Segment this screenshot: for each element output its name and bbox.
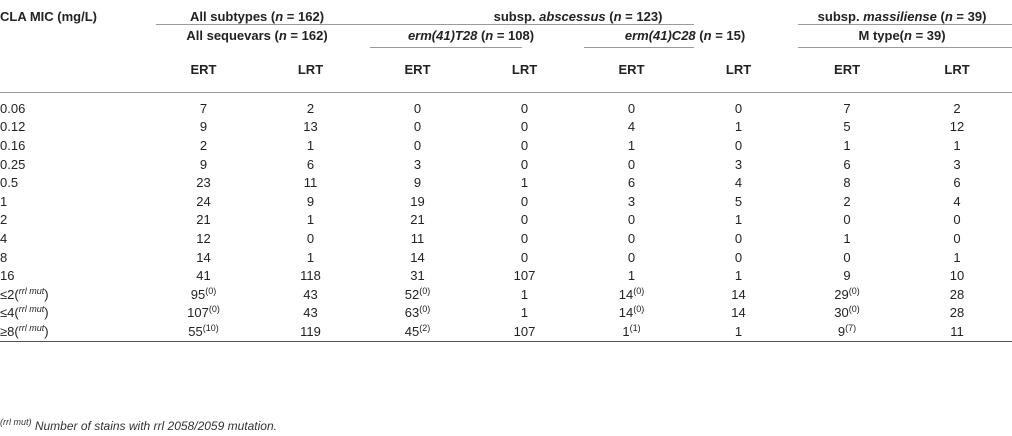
group-rule-massiliense <box>798 24 1012 25</box>
table-cell: 5 <box>843 119 851 135</box>
subgroup-rule-t28 <box>370 47 522 48</box>
table-cell: 2 <box>843 193 851 209</box>
subgroup-m-type: M type(n = 39) <box>858 28 946 43</box>
table-cell: 0 <box>843 249 851 265</box>
col-label-blank <box>0 47 150 93</box>
table-cell: 0 <box>520 156 529 172</box>
table-cell: 63$^{(0)}$ <box>404 304 431 321</box>
table-cell: 24 <box>196 193 211 209</box>
table-cell: 1 <box>306 137 315 153</box>
table-cell: 107 <box>471 322 578 341</box>
table-cell: 41 <box>196 268 211 284</box>
table-cell: 43 <box>303 305 318 321</box>
table-cell: 9 <box>199 156 208 172</box>
table-cell: 1 <box>953 137 961 153</box>
col-label: ERT <box>190 62 217 77</box>
mic-value: 0.12 <box>0 119 26 135</box>
table-cell: 1 <box>306 212 315 228</box>
table-cell: 6 <box>953 175 961 191</box>
table-cell: 1 <box>734 268 743 284</box>
table-cell: 0 <box>627 100 636 116</box>
table-row <box>0 211 1012 230</box>
table-cell: 0 <box>413 100 422 116</box>
table-cell: 11 <box>410 230 425 246</box>
row-header-label: CLA MIC (mg/L) <box>0 9 97 24</box>
table-cell: 4 <box>734 175 743 191</box>
table-cell: 0 <box>734 100 743 116</box>
subgroup-blank <box>0 24 150 47</box>
summary-row <box>0 304 1012 323</box>
mic-value: 0.06 <box>0 100 26 116</box>
table-cell: 2 <box>953 100 961 116</box>
col-label: LRT <box>511 62 538 77</box>
table-cell: 1 <box>520 305 529 321</box>
table-cell: 6 <box>843 156 851 172</box>
table-cell: 9 <box>306 193 315 209</box>
table-cell: 11 <box>902 322 1012 341</box>
table-cell: 0 <box>520 212 529 228</box>
table-cell: 0 <box>413 137 422 153</box>
table-cell: 1$^{(1)}$ <box>578 322 685 341</box>
table-cell: 0 <box>953 212 961 228</box>
mic-value: 1 <box>0 193 8 209</box>
table-cell: 4 <box>627 119 636 135</box>
table-cell: 0 <box>520 119 529 135</box>
table-cell: 0 <box>843 212 851 228</box>
table-cell: 14 <box>410 249 425 265</box>
table-cell: 0 <box>520 249 529 265</box>
table-cell: 19 <box>410 193 425 209</box>
table-cell: 0 <box>627 156 636 172</box>
table-cell: 0 <box>734 249 743 265</box>
mic-summary-label: ≤2($^{rrl mut}$) <box>0 285 49 302</box>
table-cell: 14 <box>731 286 746 302</box>
table-cell: 14 <box>196 249 211 265</box>
mic-value: 4 <box>0 230 8 246</box>
table-cell: 1 <box>627 268 636 284</box>
table-cell: 43 <box>303 286 318 302</box>
table-cell: 1 <box>734 119 743 135</box>
table-cell: 6 <box>306 156 315 172</box>
table-cell: 7 <box>199 100 208 116</box>
group-header-massiliense: subsp. massiliense (n = 39) <box>817 9 987 24</box>
table-cell: 0 <box>520 193 529 209</box>
table-cell: 2 <box>199 137 208 153</box>
table-cell: 0 <box>734 137 743 153</box>
table-cell: 8 <box>843 175 851 191</box>
mic-value: 0.5 <box>0 175 19 191</box>
subgroup-erm41-c28: erm(41)C28 (n = 15) <box>624 28 746 43</box>
group-header-all: All subtypes (n = 162) <box>189 9 325 24</box>
col-label: LRT <box>944 62 970 77</box>
table-cell: 9 <box>843 268 851 284</box>
table-cell: 21 <box>196 212 211 228</box>
table-cell: 9 <box>413 175 422 191</box>
table-cell: 14$^{(0)}$ <box>618 285 645 302</box>
mic-summary-label: ≤4($^{rrl mut}$) <box>0 304 49 321</box>
table-cell: 107 <box>513 268 536 284</box>
subgroup-all-sequevars: All sequevars (n = 162) <box>186 28 328 43</box>
summary-row <box>0 285 1012 304</box>
table-cell: 5 <box>734 193 743 209</box>
col-label: LRT <box>297 62 324 77</box>
table-row <box>0 192 1012 211</box>
table-cell: 1 <box>953 249 961 265</box>
table-cell: 0 <box>627 249 636 265</box>
table-cell: 4 <box>953 193 961 209</box>
table-row <box>0 93 1012 118</box>
table-cell: 9 <box>199 119 208 135</box>
table-cell: 6 <box>627 175 636 191</box>
footnote: $^{(rrl mut)}$ Number of stains with rrl 2058/2059 mutation. <box>0 417 277 433</box>
table-cell: 118 <box>300 268 321 284</box>
table-cell: 1 <box>627 137 636 153</box>
subgroup-rule-c28 <box>584 47 694 48</box>
table-cell: 7 <box>843 100 851 116</box>
table-cell: 0 <box>520 137 529 153</box>
table-cell: 11 <box>303 175 318 191</box>
col-label: ERT <box>618 62 645 77</box>
summary-row <box>0 322 1012 341</box>
table-row <box>0 155 1012 174</box>
table-cell: 0 <box>627 230 636 246</box>
col-label: ERT <box>834 62 861 77</box>
mic-summary-label: ≥8($^{rrl mut}$) <box>0 322 150 341</box>
table-cell: 1 <box>306 249 315 265</box>
table-cell: 12 <box>949 119 965 135</box>
mic-value: 0.25 <box>0 156 26 172</box>
table-cell: 1 <box>520 175 529 191</box>
table-row <box>0 118 1012 137</box>
group-header-abscessus: subsp. abscessus (n = 123) <box>493 9 663 24</box>
table-cell: 3 <box>627 193 636 209</box>
table-cell: 52$^{(0)}$ <box>404 285 431 302</box>
table-row <box>0 136 1012 155</box>
mic-value: 8 <box>0 249 8 265</box>
table-cell: 45$^{(2)}$ <box>364 322 471 341</box>
table-cell: 107$^{(0)}$ <box>187 304 220 321</box>
table-cell: 3 <box>734 156 743 172</box>
table-cell: 0 <box>734 230 743 246</box>
table-cell: 55$^{(10)}$ <box>150 322 257 341</box>
table-row <box>0 266 1012 285</box>
mic-value: 2 <box>0 212 8 228</box>
table-cell: 1 <box>734 212 743 228</box>
col-label: ERT <box>404 62 431 77</box>
table-cell: 14$^{(0)}$ <box>618 304 645 321</box>
table-cell: 9$^{(7)}$ <box>792 322 902 341</box>
table-cell: 23 <box>196 175 211 191</box>
table-cell: 1 <box>520 286 529 302</box>
col-label: LRT <box>725 62 752 77</box>
table-cell: 13 <box>303 119 318 135</box>
table-cell: 1 <box>843 230 851 246</box>
table-row <box>0 248 1012 267</box>
table-row <box>0 229 1012 248</box>
table-cell: 10 <box>949 268 965 284</box>
table-cell: 3 <box>953 156 961 172</box>
table-cell: 0 <box>520 230 529 246</box>
table-cell: 31 <box>410 268 425 284</box>
table-cell: 0 <box>306 230 315 246</box>
table-cell: 119 <box>257 322 364 341</box>
table-cell: 0 <box>627 212 636 228</box>
table-cell: 1 <box>685 322 792 341</box>
subgroup-rule-m <box>798 47 1012 48</box>
group-rule-abscessus-span <box>370 24 694 25</box>
table-cell: 28 <box>949 286 965 302</box>
table-cell: 0 <box>520 100 529 116</box>
mic-value: 16 <box>0 268 15 284</box>
table-row <box>0 173 1012 192</box>
table-cell: 12 <box>196 230 211 246</box>
table-cell: 28 <box>949 305 965 321</box>
table-cell: 2 <box>306 100 315 116</box>
table-cell: 3 <box>413 156 422 172</box>
table-cell: 95$^{(0)}$ <box>190 285 217 302</box>
subgroup-erm41-t28: erm(41)T28 (n = 108) <box>407 28 535 43</box>
table-cell: 1 <box>843 137 851 153</box>
table-cell: 14 <box>731 305 746 321</box>
table-cell: 0 <box>413 119 422 135</box>
table-cell: 30$^{(0)}$ <box>834 304 860 321</box>
table-cell: 0 <box>953 230 961 246</box>
table-cell: 29$^{(0)}$ <box>834 285 860 302</box>
table-cell: 21 <box>410 212 425 228</box>
mic-value: 0.16 <box>0 137 26 153</box>
